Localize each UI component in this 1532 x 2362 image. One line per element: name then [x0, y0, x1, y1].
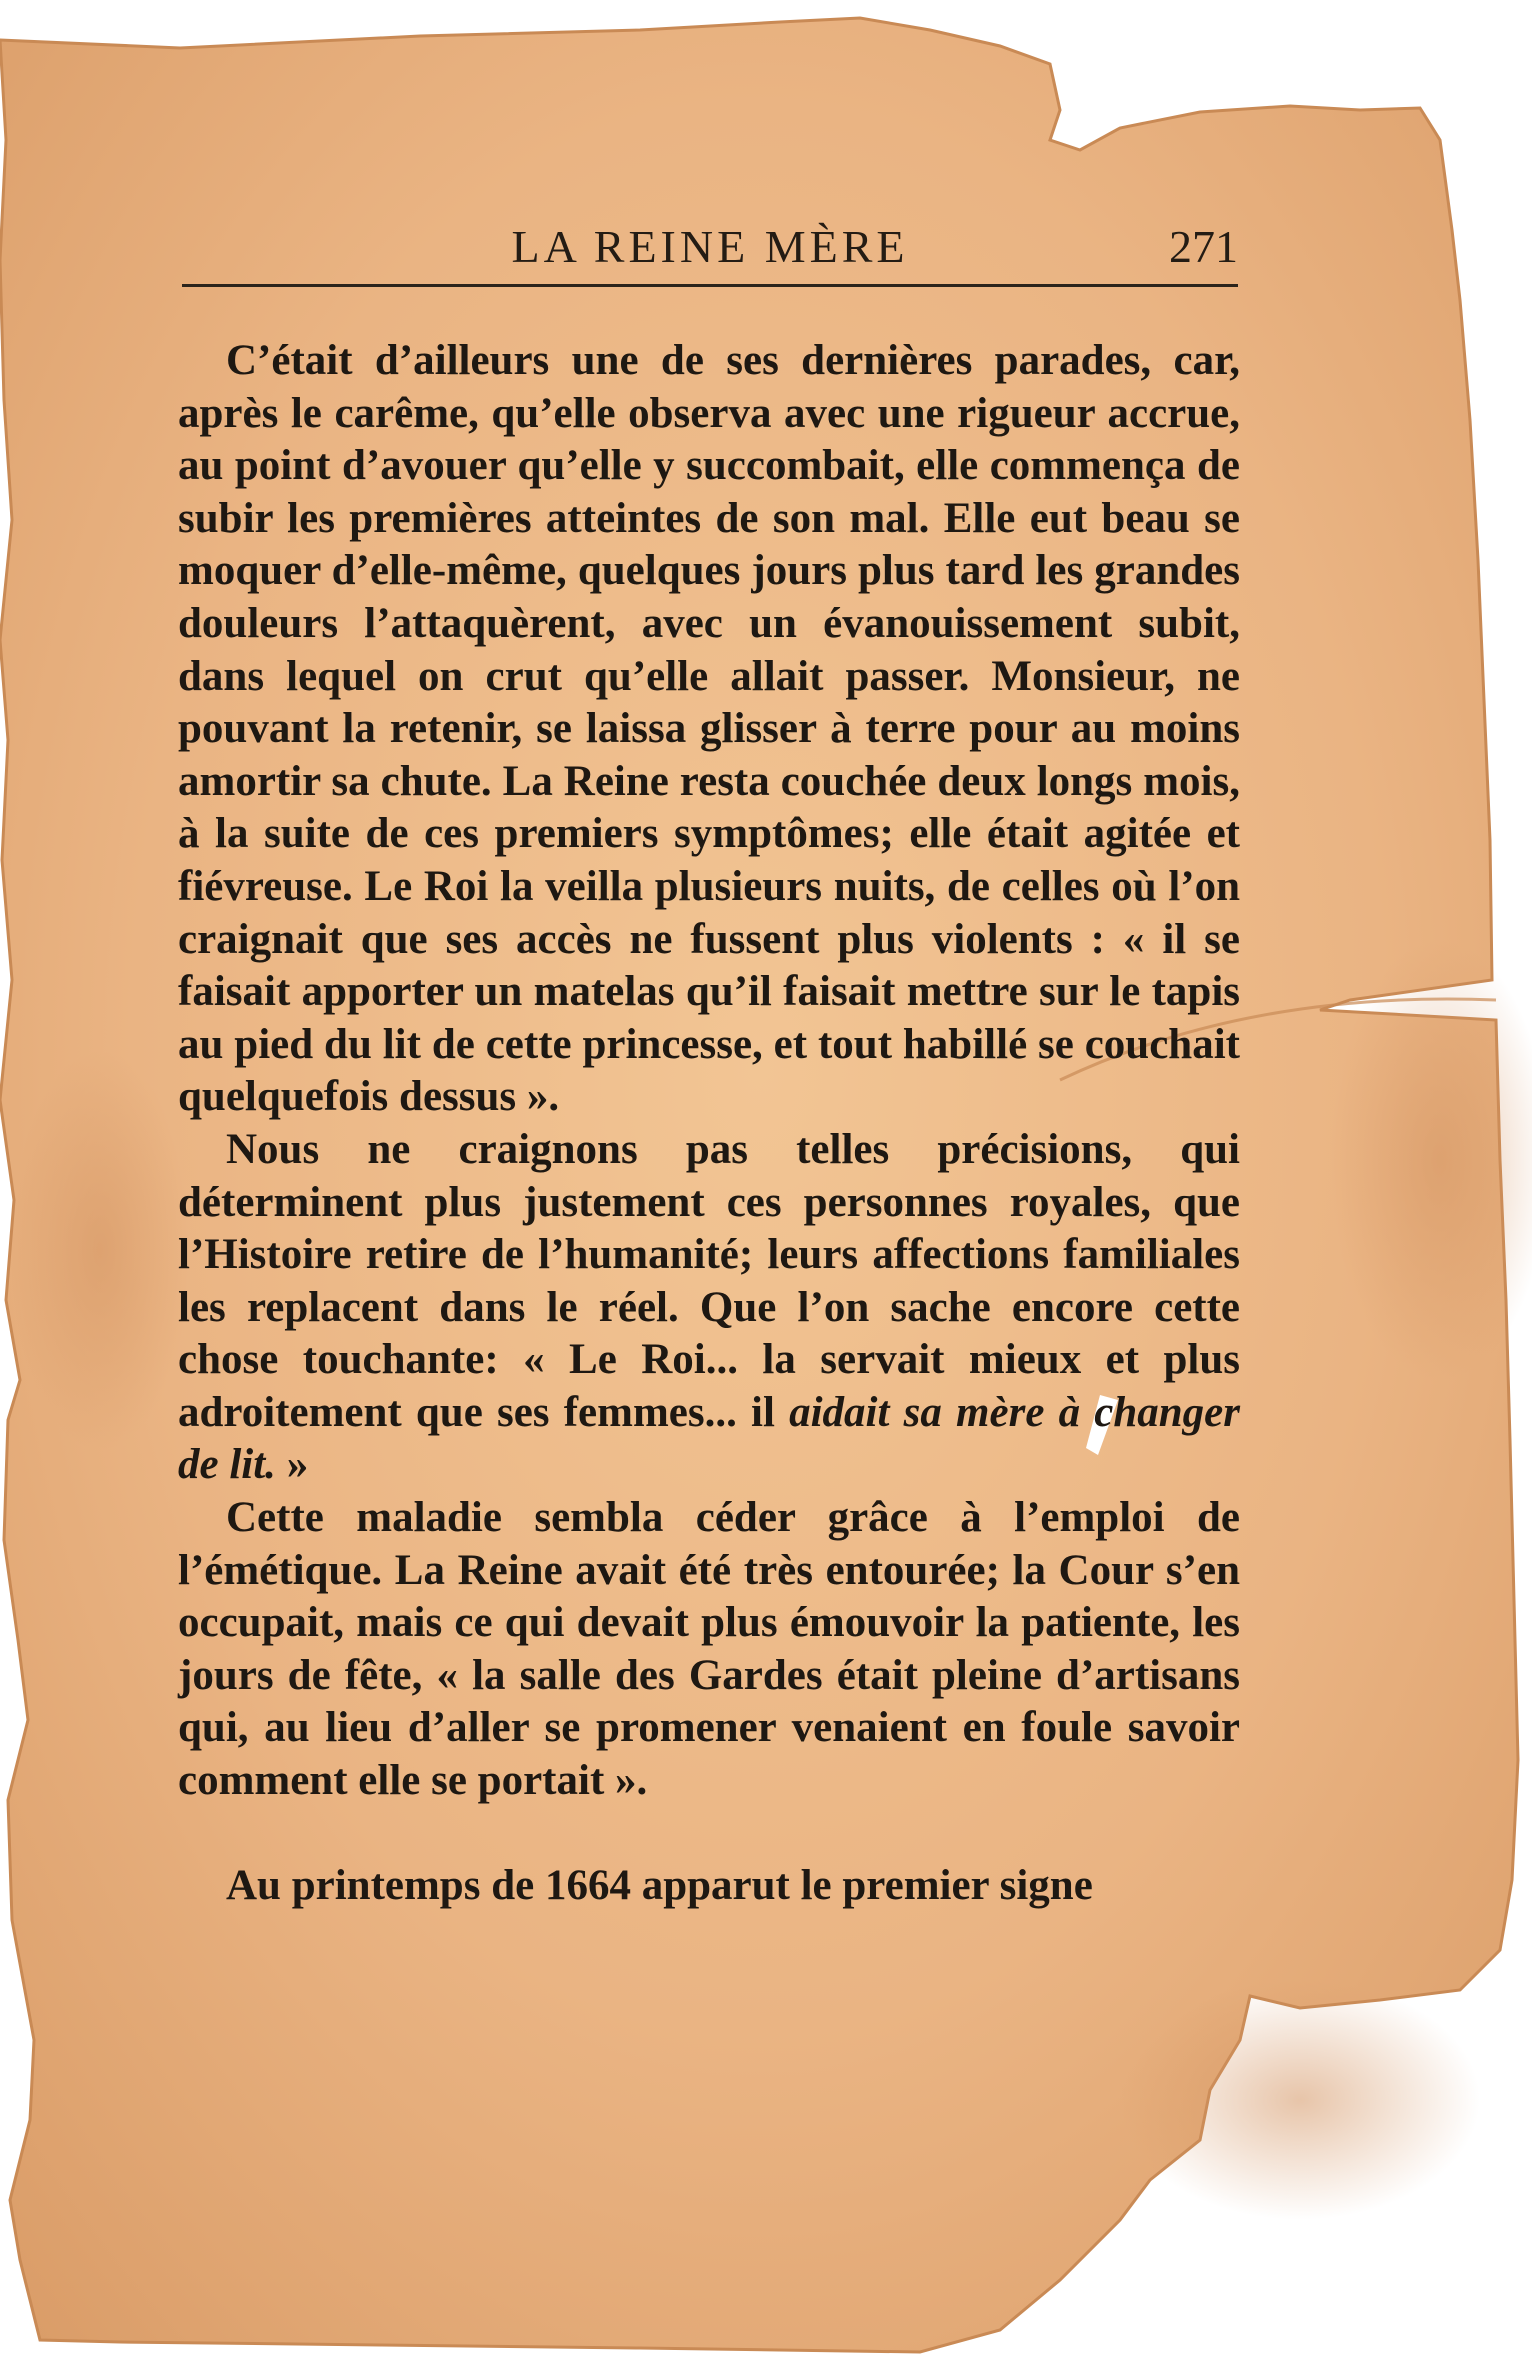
running-header: [182, 212, 1238, 287]
italic-quote: aidait sa mère à changer de lit.: [178, 1388, 1240, 1489]
body-text: [178, 335, 1240, 1912]
paragraph: Cette maladie sembla céder grâce à l’emploi de l’émétique. La Reine avait été très entourée; la Cour s’en occupait, mais ce qui devait plus émouvoir la patiente, les jours de fête, « la salle des Gardes était pleine d’artisans qui, au lieu d’aller se promener venaient en foule savoir comment elle se portait ».: [178, 1494, 1240, 1805]
water-stain: [10, 1050, 190, 1450]
water-stain: [1120, 1980, 1480, 2220]
page-number: 271: [1169, 221, 1238, 272]
paragraph-tail: »: [275, 1441, 309, 1489]
paragraph: [178, 1124, 1240, 1492]
paragraph: C’était d’ailleurs une de ses dernières parades, car, après le carême, qu’elle observa avec une rigueur accrue, au point d’avouer qu’elle y succombait, elle commença de subir les premières atteintes de son mal. Elle eut beau se moquer d’elle-même, quelques jours plus tard les grandes douleurs l’attaquèrent, avec un évanouissement subit, dans lequel on crut qu’elle allait passer. Monsieur, ne pouvant la retenir, se laissa glisser à terre pour au moins amortir sa chute. La Reine resta couchée deux longs mois, à la suite de ces premiers symptômes; elle était agitée et fiévreuse. Le Roi la veilla plusieurs nuits, de celles où l’on craignait que ses accès ne fussent plus violents : « il se faisait apporter un matelas qu’il faisait mettre sur le tapis au pied du lit de cette princesse, et tout habillé se couchait quelquefois dessus ».: [178, 337, 1240, 1121]
paragraph: Au printemps de 1664 apparut le premier signe: [226, 1861, 1093, 1909]
paragraph-text: Nous ne craignons pas telles précisions, qui déterminent plus justement ces personnes royales, que l’Histoire retire de l’humanité; leurs affections familiales les replacent dans le réel. Que l’on sache encore cette chose touchante: « Le Roi... la servait mieux et plus adroitement que ses femmes... il: [178, 1125, 1240, 1436]
running-title: LA REINE MÈRE: [511, 221, 909, 272]
